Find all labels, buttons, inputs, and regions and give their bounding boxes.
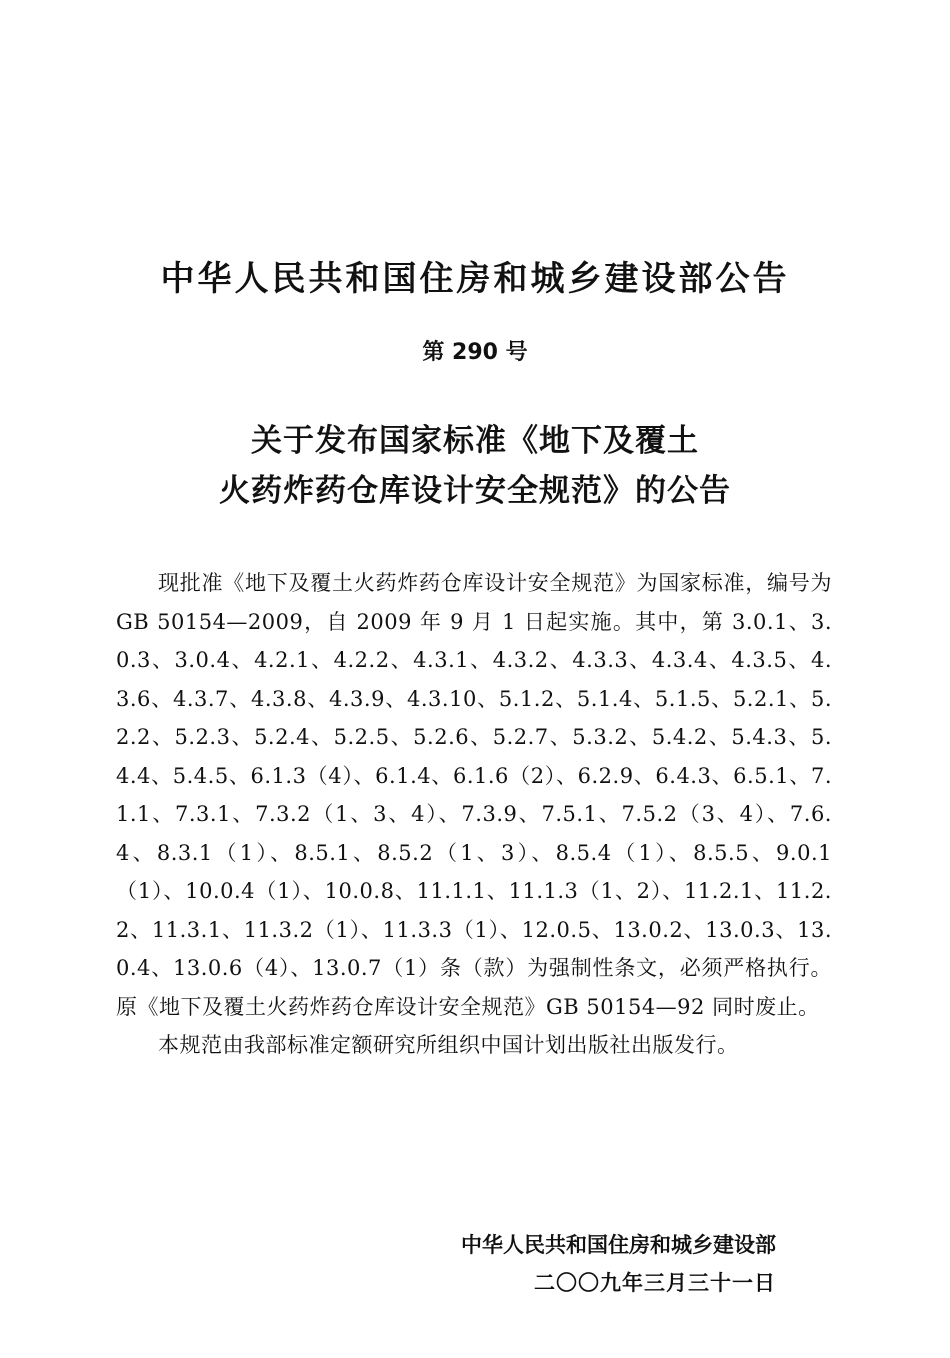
announcement-title: 中华人民共和国住房和城乡建设部公告: [160, 259, 790, 299]
issue-date: 二〇〇九年三月三十一日: [534, 1271, 776, 1295]
signature-block: [461, 1226, 776, 1302]
announcement-subtitle: [0, 416, 950, 516]
announcement-number: 第 290 号: [422, 340, 528, 365]
body-paragraph-2: 本规范由我部标准定额研究所组织中国计划出版社出版发行。: [158, 1033, 739, 1057]
subtitle-line-2: 火药炸药仓库设计安全规范》的公告: [219, 473, 731, 509]
body-paragraph-1: 现批准《地下及覆土火药炸药仓库设计安全规范》为国家标准，编号为GB 50154—2009，自 2009 年 9 月 1 日起实施。其中，第 3.0.1、3.0.3、3.0.4、4.2.1、4.2.2、4.3.1、4.3.2、4.3.3、4.3.4、4.3.5、4.3.6、4.3.7、4.3.8、4.3.9、4.3.10、5.1.2、5.1.4、5.1.5、5.2.1、5.2.2、5.2.3、5.2.4、5.2.5、5.2.6、5.2.7、5.3.2、5.4.2、5.4.3、5.4.4、5.4.5、6.1.3（4）、6.1.4、6.1.6（2）、6.2.9、6.4.3、6.5.1、7.1.1、7.3.1、7.3.2（1、3、4）、7.3.9、7.5.1、7.5.2（3、4）、7.6.4、8.3.1（1）、8.5.1、8.5.2（1、3）、8.5.4（1）、8.5.5、9.0.1（1）、10.0.4（1）、10.0.8、11.1.1、11.1.3（1、2）、11.2.1、11.2.2、11.3.1、11.3.2（1）、11.3.3（1）、12.0.5、13.0.2、13.0.3、13.0.4、13.0.6（4）、13.0.7（1）条（款）为强制性条文，必须严格执行。原《地下及覆土火药炸药仓库设计安全规范》GB 50154—92 同时废止。: [116, 571, 832, 1019]
subtitle-line-1: 关于发布国家标准《地下及覆土: [251, 423, 699, 459]
issuer-name: 中华人民共和国住房和城乡建设部: [461, 1233, 776, 1257]
announcement-body: [116, 564, 832, 1065]
